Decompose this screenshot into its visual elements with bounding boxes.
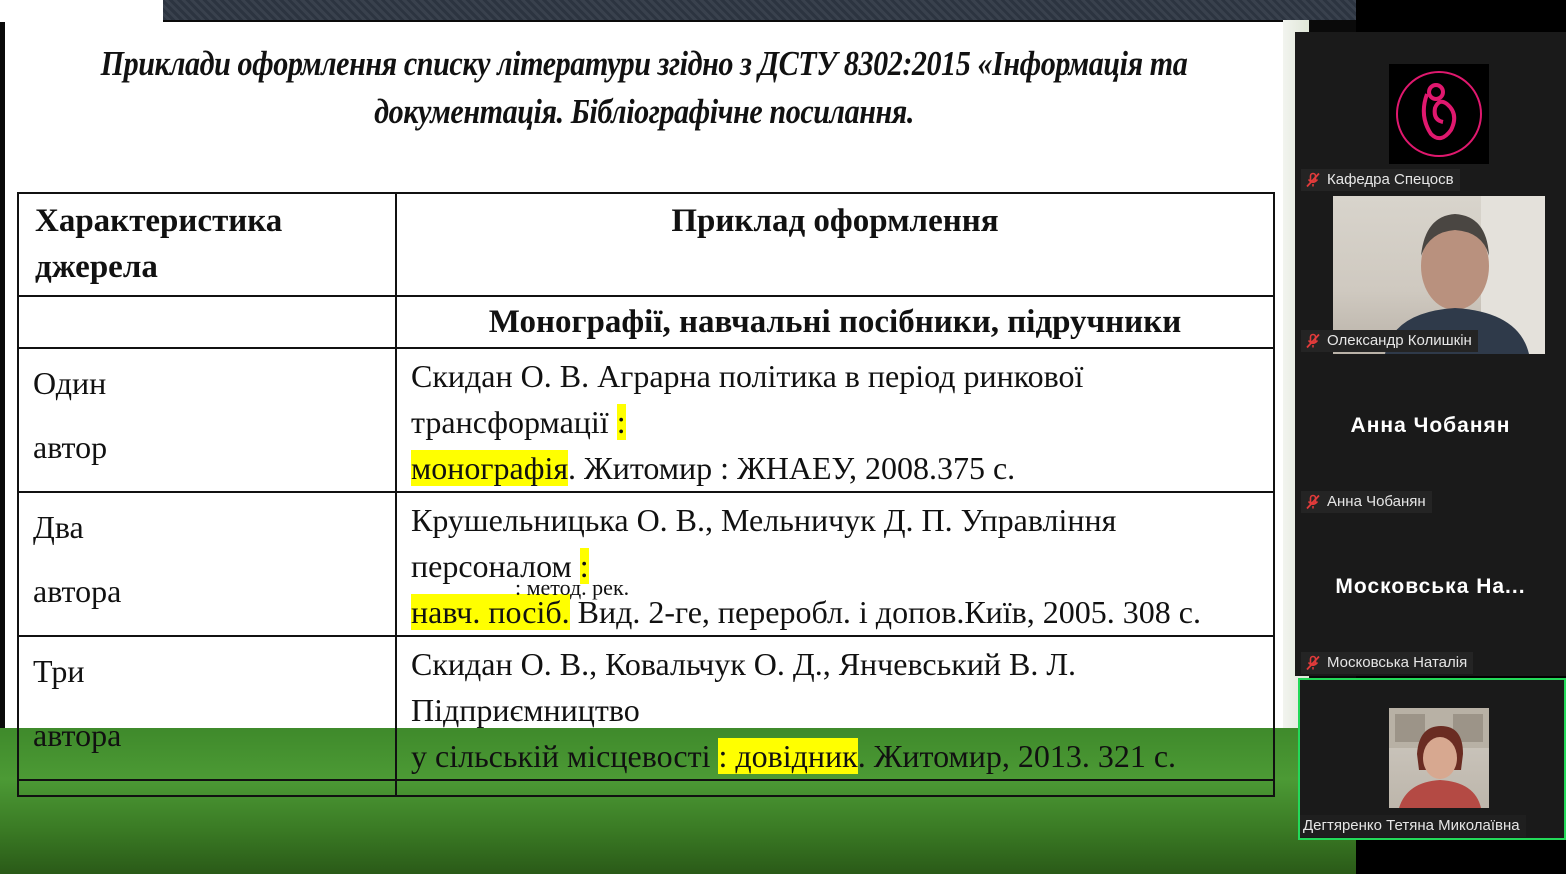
participant-name: Кафедра Спецосв [1327, 171, 1454, 188]
participant-display-name: Московська На... [1335, 575, 1526, 598]
slide-title-line-1: Приклади оформлення списку літератури згідно з ДСТУ 8302:2015 «Інформація та [100, 44, 1188, 83]
table-row [18, 348, 1274, 492]
example-text: Скидан О. В. Аграрна політика в період ринкової трансформації [411, 358, 1084, 440]
highlight-mark: : [579, 548, 589, 584]
slide-title [94, 40, 1193, 136]
participant-name: Олександр Колишкін [1327, 332, 1472, 349]
subheader-empty-cell [18, 296, 396, 348]
header-source-characteristic [18, 193, 396, 296]
example-text: Скидан О. В., Ковальчук О. Д., Янчевський В. Л. Підприємництво [411, 646, 1077, 728]
screen-top-strip [163, 0, 1356, 20]
department-logo [1389, 64, 1489, 164]
highlight-doc-type: навч. посіб. [411, 594, 570, 630]
row-label [18, 780, 396, 796]
row-example [396, 348, 1274, 492]
participant-name-tag [1300, 815, 1526, 837]
participant-video [1389, 708, 1489, 808]
table-row [18, 492, 1274, 636]
participant-tile[interactable] [1295, 32, 1566, 193]
example-text: Крушельницька О. В., Мельничук Д. П. Управління персоналом [411, 502, 1117, 584]
mic-muted-icon [1305, 655, 1321, 671]
participant-display-name: Анна Чобанян [1350, 414, 1511, 437]
mic-muted-icon [1305, 494, 1321, 510]
presentation-slide [5, 22, 1283, 774]
row-example [396, 636, 1274, 780]
bibliography-table [17, 192, 1275, 797]
mic-muted-icon [1305, 333, 1321, 349]
row-label-line-2: автор [33, 429, 108, 465]
table-subheader-row [18, 296, 1274, 348]
highlight-doc-type: : довідник [718, 738, 858, 774]
participant-name: Дегтяренко Тетяна Миколаївна [1303, 817, 1520, 834]
participant-tile[interactable] [1295, 515, 1566, 676]
participant-name-tag [1301, 491, 1432, 513]
participant-name-tag [1301, 169, 1460, 191]
highlight-mark: : [616, 404, 626, 440]
highlight-doc-type: монографія [411, 450, 569, 486]
table-row-cut [18, 780, 1274, 796]
mic-muted-icon [1305, 172, 1321, 188]
header-left-line-1: Характеристика [35, 203, 283, 239]
table-row [18, 636, 1274, 780]
row-label-line-2: автора [33, 717, 122, 753]
participant-name: Анна Чобанян [1327, 493, 1426, 510]
participants-panel [1295, 32, 1566, 844]
participant-name-tag [1301, 652, 1473, 674]
participant-tile-active-speaker[interactable] [1298, 678, 1566, 840]
row-example [396, 780, 1274, 796]
slide-title-line-2: документація. Бібліографічне посилання. [374, 92, 914, 131]
example-text: Вид. 2-ге, переробл. і допов.Київ, 2005. 308 с. [569, 594, 1201, 630]
example-text: . Житомир, 2013. 321 с. [857, 738, 1177, 774]
row-label-line-1: Три [33, 653, 85, 689]
overlay-note: : метод. рек. [515, 575, 630, 600]
participant-name: Московська Наталія [1327, 654, 1468, 671]
participant-name-tag [1301, 330, 1478, 352]
example-text: у сільській місцевості [411, 738, 719, 774]
participant-tile[interactable] [1295, 354, 1566, 515]
row-label-line-1: Два [33, 509, 84, 545]
row-label-line-2: автора [33, 573, 122, 609]
header-left-line-2: джерела [35, 249, 158, 285]
example-text: . Житомир : ЖНАЕУ, 2008.375 с. [568, 450, 1016, 486]
row-label-line-1: Один [33, 365, 107, 401]
participant-tile[interactable] [1295, 193, 1566, 354]
row-label [18, 492, 396, 636]
row-label [18, 348, 396, 492]
subheader-category: Монографії, навчальні посібники, підручники [396, 296, 1274, 348]
screen-corner [0, 0, 163, 22]
row-example [396, 492, 1274, 636]
table-header-row [18, 193, 1274, 296]
header-example: Приклад оформлення [396, 193, 1274, 296]
row-label [18, 636, 396, 780]
